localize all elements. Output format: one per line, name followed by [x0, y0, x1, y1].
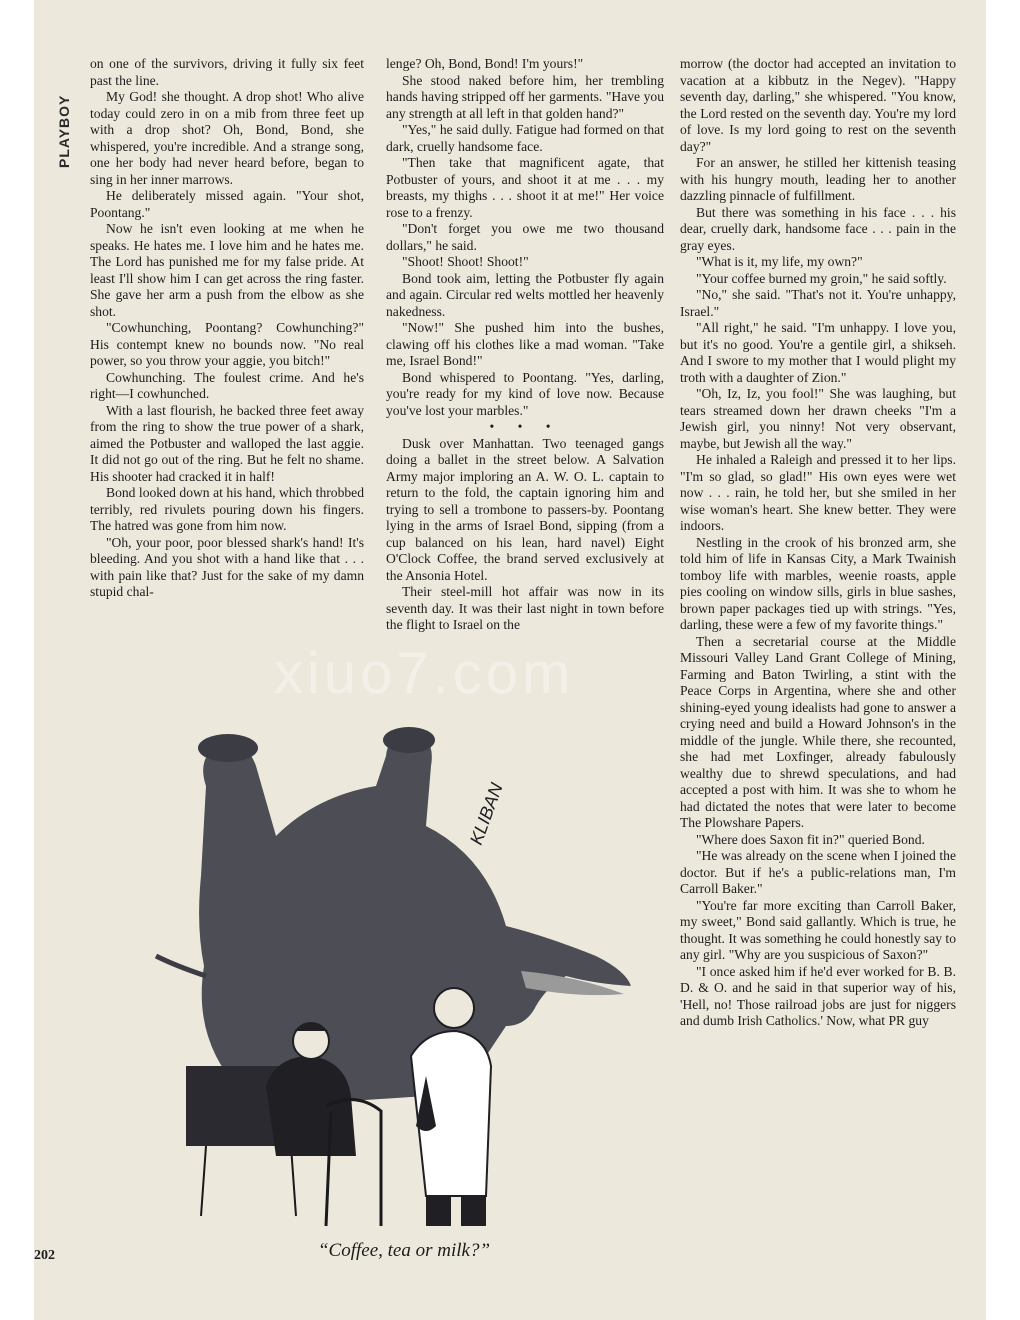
section-break: • • • [489, 419, 561, 434]
elephant-foot-left [198, 734, 258, 762]
paragraph: Their steel-mill hot affair was now in its seventh day. It was their last night in town before the flight to Israel on the [386, 584, 664, 632]
paragraph: "No," she said. "That's not it. You're unhappy, Israel." [680, 287, 956, 319]
elephant-waiter-cartoon [126, 726, 666, 1236]
paragraph: Nestling in the crook of his bronzed arm, she told him of life in Kansas City, a Mark Twainish tomboy life with marbles, weenie roasts, apple pies cooling on window sills, girls in blue sashes, brown paper packages tied up with strings. "Yes, darling, these were a few of my favorite things." [680, 534, 956, 632]
paragraph: "Now!" She pushed him into the bushes, clawing off his clothes like a mad woman. "Take me, Israel Bond!" [386, 320, 664, 368]
masthead: PLAYBOY [56, 94, 72, 168]
paragraph: My God! she thought. A drop shot! Who alive today could zero in on a mib from three feet up with a drop shot? Oh, Bond, Bond, she whispered, you're incredible. And a strange song, one her body had never heard before, began to sing in her inner marrows. [90, 89, 364, 187]
artist-signature: KLIBAN [465, 780, 507, 848]
waiter-head [434, 988, 474, 1028]
paragraph: He inhaled a Raleigh and pressed it to her lips. "I'm so glad, so glad!" His own eyes were wet now . . . rain, he told her, but she smiled in her wise woman's heart. She knew better. They were indoors. [680, 452, 956, 533]
paragraph: "He was already on the scene when I joined the doctor. But if he's a public-relations man, I'm Carroll Baker." [680, 848, 956, 896]
paragraph: morrow (the doctor had accepted an invitation to vacation at a kibbutz in the Negev). "Happy seventh day, darling," she whispered. "You know, the Lord rested on the seventh day. You're my lord of love. Is my lord going to rest on the seventh day?" [680, 56, 956, 154]
elephant-tail [156, 956, 206, 976]
paragraph: Then a secretarial course at the Middle Missouri Valley Land Grant College of Mining, Farming and Baton Twirling, a stint with the Peace Corps in Argentina, where she and other shining-eyed young idealists had gone to answer a crying need and build a Howard Johnson's in the middle of the jungle. While there, she recounted, she had met Loxfinger, already fabulously wealthy due to shrewd speculations, and had accepted a post with him. It was she to whom he had dictated the notes that were later to become The Plowshare Papers. [680, 633, 956, 830]
text-column-1 [90, 56, 364, 601]
paragraph: "Then take that magnificent agate, that Potbuster of yours, and shoot it at me . . . my breasts, my thighs . . . shoot it at me!" Her voice rose to a frenzy. [386, 155, 664, 220]
paragraph: Now he isn't even looking at me when he speaks. He hates me. I love him and he hates me. The Lord has punished me for my false pride. At least I'll show him I can get across the ring faster. She gave her arm a push from the elbow as she shot. [90, 221, 364, 319]
paragraph: Bond looked down at his hand, which throbbed terribly, red rivulets pouring down his fingers. The hatred was gone from him now. [90, 485, 364, 533]
text-column-2 [386, 56, 664, 634]
paragraph: "I once asked him if he'd ever worked for B. B. D. & O. and he said in that superior way of his, 'Hell, no! Those railroad jobs are just for niggers and dumb Irish Catholics.' Now, what PR guy [680, 963, 956, 1028]
paragraph: on one of the survivors, driving it fully six feet past the line. [90, 56, 364, 88]
paragraph: "Cowhunching, Poontang? Cowhunching?" His contempt knew no bounds now. "No real power, so you throw your aggie, you bitch!" [90, 320, 364, 368]
paragraph: For an answer, he stilled her kittenish teasing with his hungry mouth, leading her to another dazzling pinnacle of fulfillment. [680, 155, 956, 203]
text-column-3 [680, 56, 956, 1030]
paragraph: "Yes," he said dully. Fatigue had formed on that dark, cruelly handsome face. [386, 122, 664, 154]
paragraph: Bond whispered to Poontang. "Yes, darling, you're ready for my kind of love now. Because you've lost your marbles." [386, 369, 664, 418]
paragraph: With a last flourish, he backed three feet away from the ring to show the true power of a shark, aimed the Potbuster and walloped the last aggie. It did not go out of the ring. But he felt no shame. His shooter had cracked it in half! [90, 402, 364, 484]
paragraph: "Where does Saxon fit in?" queried Bond. [696, 831, 925, 847]
paragraph: "All right," he said. "I'm unhappy. I love you, but it's no good. You're a gentile girl, a shikseh. And I swore to my mother that I would plight my troth with a daughter of Zion." [680, 320, 956, 385]
cartoon-illustration [126, 726, 666, 1236]
paragraph: "Shoot! Shoot! Shoot!" [402, 254, 529, 269]
paragraph: "Oh, Iz, Iz, you fool!" She was laughing, but tears streamed down her drawn cheeks "I'm a Jewish girl, you ninny! Not very observant, maybe, but Jewish all the way." [680, 386, 956, 451]
paragraph: She stood naked before him, her trembling hands having stripped off her garments. "Have you any strength at all left in that golden hand?" [386, 72, 664, 121]
paragraph: But there was something in his face . . . his dear, cruelly dark, handsome face . . . pain in the gray eyes. [680, 204, 956, 253]
paragraph: "What is it, my life, my own?" [696, 254, 863, 269]
paragraph: "Oh, your poor, poor blessed shark's hand! It's bleeding. And you shot with a hand like that . . . with pain like that? Just for the sake of my damn stupid chal- [90, 534, 364, 599]
paragraph: "Your coffee burned my groin," he said softly. [696, 270, 947, 286]
paragraph: Cowhunching. The foulest crime. And he's right—I cowhunched. [90, 369, 364, 401]
paragraph: lenge? Oh, Bond, Bond! I'm yours!" [386, 56, 584, 71]
paragraph: Bond took aim, letting the Potbuster fly again and again. Circular red welts mottled her heavenly nakedness. [386, 270, 664, 319]
page-number: 202 [34, 1248, 55, 1263]
paragraph: Dusk over Manhattan. Two teenaged gangs doing a ballet in the street below. A Salvation Army major imploring an A. W. O. L. captain to return to the fold, the captain ignoring him and trying to sell a trombone to passers-by. Poontang lying in the arms of Israel Bond, sipping (from a cup balanced on his lean, hard navel) Eight O'Clock Coffee, the brand served exclusively at the Ansonia Hotel. [386, 435, 664, 583]
cartoon-caption: “Coffee, tea or milk?” [317, 1240, 491, 1261]
watermark: xiuo7.com [274, 641, 575, 706]
magazine-page [34, 0, 986, 1320]
paragraph: "You're far more exciting than Carroll Baker, my sweet," Bond said gallantly. Which is true, he thought. It was something he could honestly say to any girl. "Why are you suspicious of Saxon?" [680, 897, 956, 962]
paragraph: He deliberately missed again. "Your shot, Poontang." [90, 188, 364, 220]
elephant-foot-right [383, 727, 435, 753]
paragraph: "Don't forget you owe me two thousand dollars," he said. [386, 221, 664, 253]
